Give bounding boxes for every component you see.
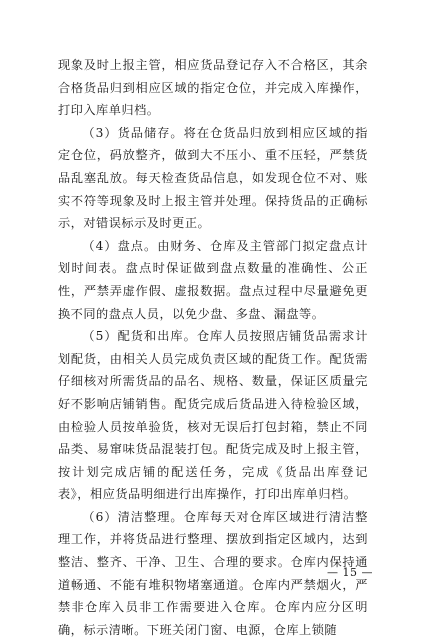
paragraph-continued: 现象及时上报主管，相应货品登记存入不合格区，其余合格货品归到相应区域的指定仓位，并完成入库操作，打印入库单归档。 xyxy=(58,58,368,118)
paragraph-goods-storage: （3）货品储存。将在仓货品归放到相应区域的指定仓位，码放整齐，做到大不压小、重不压轻，严禁货品乱塞乱放。每天检查货品信息，如发现仓位不对、账实不符等现象及时上报主管并处理。保持货品的正确标示，对错误标示及时更正。 xyxy=(58,125,368,231)
paragraph-cleaning: （6）清洁整理。仓库每天对仓库区域进行清洁整理工作，并将货品进行整理、摆放到指定区域内，达到整洁、整齐、干净、卫生、合理的要求。仓库内保持通道畅通、不能有堆积物堵塞通道。仓库内严禁烟火，严禁非仓库入员非工作需要进入仓库。仓库内应分区明确，标示清晰。下班关闭门窗、电源，仓库上锁随 xyxy=(58,509,368,637)
paragraph-inventory-count: （4）盘点。由财务、仓库及主管部门拟定盘点计划时间表。盘点时保证做到盘点数量的准确性、公正性，严禁弄虚作假、虚报数据。盘点过程中尽量避免更换不同的盘点人员，以免少盘、多盘、漏盘等。 xyxy=(58,238,368,321)
page-number: — 15 — xyxy=(327,566,373,579)
body-text xyxy=(58,54,368,641)
paragraph-picking-and-shipping: （5）配货和出库。仓库人员按照店铺货品需求计划配货，由相关人员完成负责区域的配货工作。配货需仔细核对所需货品的品名、规格、数量，保证区质量完好不影响店铺销售。配货完成后货品进入待检验区域，由检验人员按单验货，核对无误后打包封箱，禁止不同品类、易窜味货品混装打包。配货完成及时上报主管，按计划完成店铺的配送任务，完成《货品出库登记表》，相应货品明细进行出库操作，打印出库单归档。 xyxy=(58,329,368,502)
